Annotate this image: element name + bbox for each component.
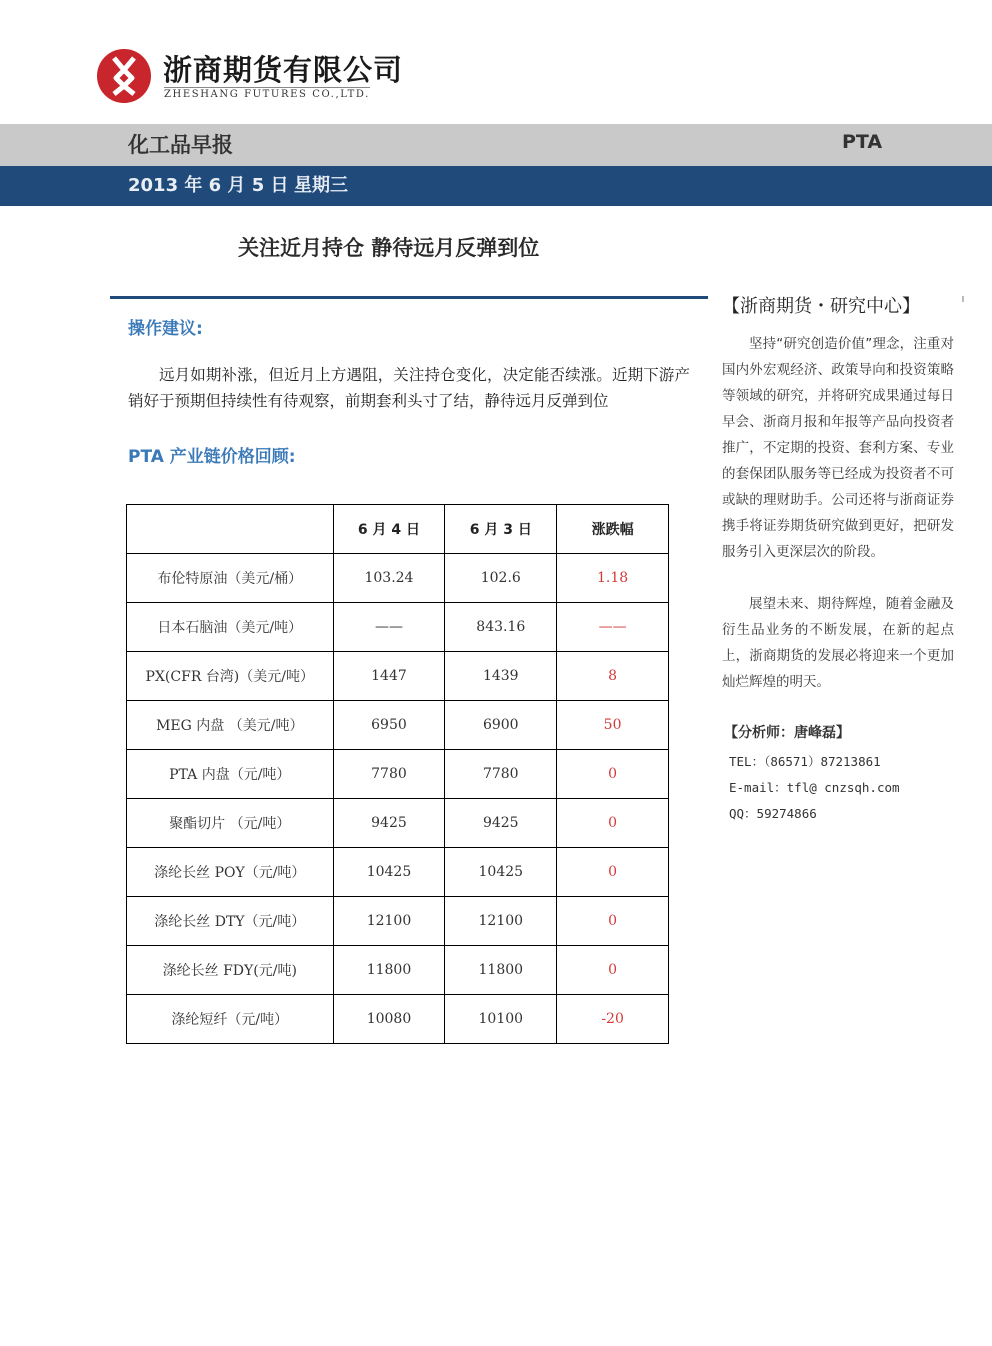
price-cell: 7780	[445, 750, 557, 799]
change-cell: 0	[557, 750, 669, 799]
price-cell: 9425	[445, 799, 557, 848]
table-row	[127, 946, 669, 995]
advice-paragraph: 远月如期补涨，但近月上方遇阻，关注持仓变化，决定能否续涨。近期下游产销好于预期但持续性有待观察，前期套利头寸了结，静待远月反弹到位	[128, 366, 690, 410]
change-cell: 0	[557, 848, 669, 897]
table-header-row	[127, 505, 669, 554]
price-cell: 10100	[445, 995, 557, 1044]
product-cell: 涤纶长丝 DTY（元/吨）	[127, 897, 334, 946]
product-cell: 涤纶长丝 POY（元/吨）	[127, 848, 334, 897]
price-cell: 7780	[333, 750, 445, 799]
analyst-qq: QQ：59274866	[729, 806, 817, 821]
sidebar-marker	[962, 296, 964, 302]
price-cell: 11800	[445, 946, 557, 995]
price-cell: 1439	[445, 652, 557, 701]
table-header-cell	[127, 505, 334, 554]
price-cell: 6950	[333, 701, 445, 750]
price-cell: 11800	[333, 946, 445, 995]
change-cell: 50	[557, 701, 669, 750]
table-row	[127, 554, 669, 603]
price-cell: 10080	[333, 995, 445, 1044]
change-cell: -20	[557, 995, 669, 1044]
product-cell: 布伦特原油（美元/桶）	[127, 554, 334, 603]
report-date: 2013 年 6 月 5 日	[128, 175, 289, 196]
price-cell: 9425	[333, 799, 445, 848]
change-cell: 1.18	[557, 554, 669, 603]
analyst-name: 【分析师：唐峰磊】	[724, 725, 850, 741]
price-cell: 102.6	[445, 554, 557, 603]
price-cell: 12100	[445, 897, 557, 946]
report-weekday: 星期三	[294, 175, 348, 196]
price-cell: 1447	[333, 652, 445, 701]
table-row	[127, 848, 669, 897]
product-cell: 日本石脑油（美元/吨）	[127, 603, 334, 652]
table-row	[127, 701, 669, 750]
table-header-cell: 6 月 3 日	[445, 505, 557, 554]
change-cell: 0	[557, 946, 669, 995]
product-cell: PX(CFR 台湾)（美元/吨）	[127, 652, 334, 701]
company-name-cn: 浙商期货有限公司	[163, 53, 404, 87]
change-cell: 0	[557, 799, 669, 848]
report-type: 化工品早报	[128, 133, 233, 157]
company-logo-icon	[96, 48, 152, 104]
change-cell: 8	[557, 652, 669, 701]
price-cell: 843.16	[445, 603, 557, 652]
product-cell: 涤纶短纤（元/吨）	[127, 995, 334, 1044]
price-cell: 6900	[445, 701, 557, 750]
price-cell: 10425	[445, 848, 557, 897]
product-cell: 涤纶长丝 FDY(元/吨)	[127, 946, 334, 995]
table-row	[127, 995, 669, 1044]
price-cell: 12100	[333, 897, 445, 946]
headline: 关注近月持仓 静待远月反弹到位	[238, 236, 540, 260]
product-cell: PTA 内盘（元/吨）	[127, 750, 334, 799]
table-header-cell: 涨跌幅	[557, 505, 669, 554]
price-cell: 103.24	[333, 554, 445, 603]
price-table	[126, 504, 669, 1044]
table-row	[127, 652, 669, 701]
table-row	[127, 603, 669, 652]
change-cell: ——	[557, 603, 669, 652]
change-cell: 0	[557, 897, 669, 946]
analyst-email: E-mail：tfl@ cnzsqh.com	[729, 780, 900, 795]
product-cell: MEG 内盘 （美元/吨）	[127, 701, 334, 750]
research-center-outlook: 展望未来、期待辉煌，随着金融及衍生品业务的不断发展，在新的起点上，浙商期货的发展必将迎来一个更加灿烂辉煌的明天。	[722, 596, 954, 690]
product-name: PTA	[842, 131, 883, 153]
price-cell: ——	[333, 603, 445, 652]
table-row	[127, 799, 669, 848]
table-header-cell: 6 月 4 日	[333, 505, 445, 554]
analyst-phone: TEL：（86571）87213861	[729, 754, 881, 769]
research-center-intro: 坚持“研究创造价值”理念，注重对国内外宏观经济、政策导向和投资策略等领域的研究，并将研究成果通过每日早会、浙商月报和年报等产品向投资者推广，不定期的投资、套利方案、专业的套保团队服务等已经成为投资者不可或缺的理财助手。公司还将与浙商证券携手将证券期货研究做到更好，把研发服务引入更深层次的阶段。	[722, 336, 954, 560]
price-cell: 10425	[333, 848, 445, 897]
advice-section-title: 操作建议:	[128, 319, 203, 339]
table-row	[127, 750, 669, 799]
table-row	[127, 897, 669, 946]
company-name-en: ZHESHANG FUTURES CO.,LTD.	[164, 89, 370, 100]
research-center-title: 【浙商期货・研究中心】	[722, 296, 920, 317]
product-cell: 聚酯切片 （元/吨）	[127, 799, 334, 848]
price-review-section-title: PTA 产业链价格回顾:	[128, 447, 296, 467]
headline-divider	[110, 296, 708, 299]
